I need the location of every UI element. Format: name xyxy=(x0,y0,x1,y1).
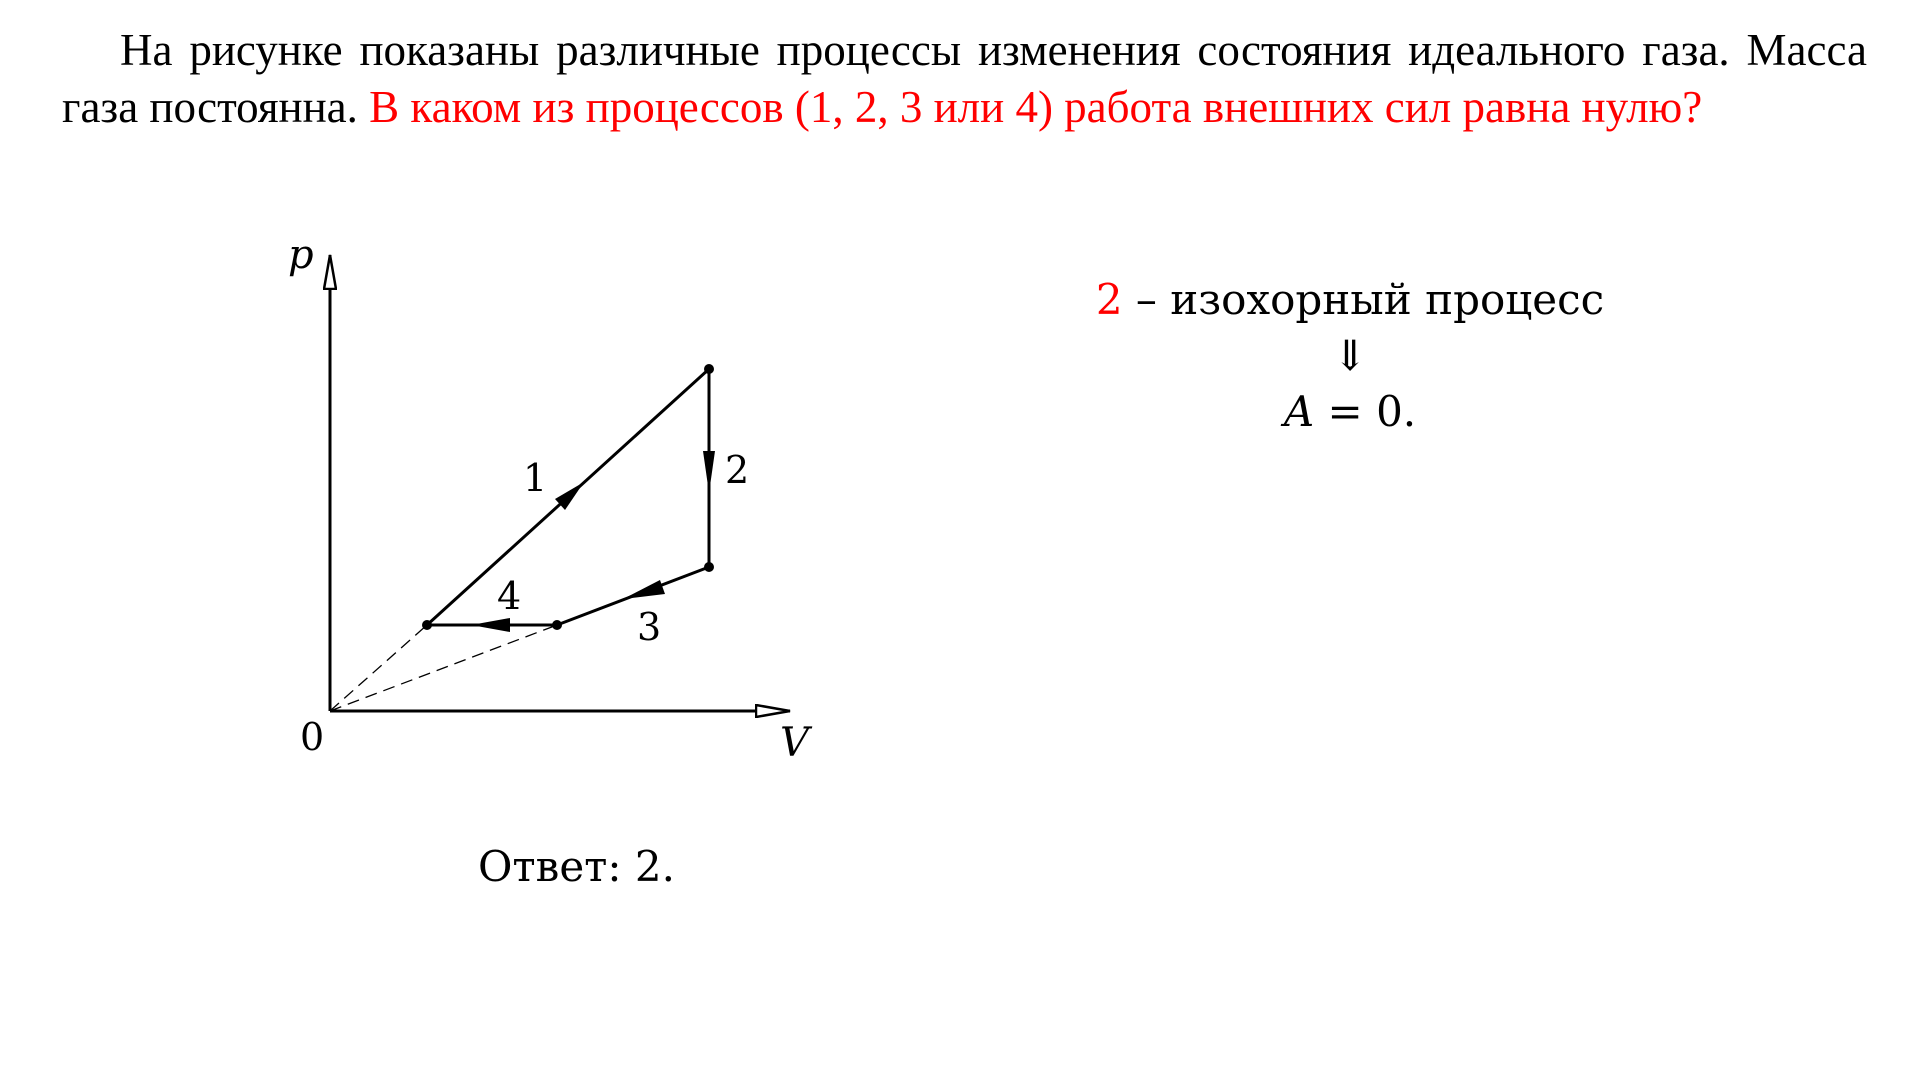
solution-process-number: 2 xyxy=(1095,275,1123,324)
process-2-label: 2 xyxy=(725,448,750,492)
implies-arrow-icon: ⇓ xyxy=(1332,331,1368,380)
solution-line-work xyxy=(1000,384,1700,440)
answer-line xyxy=(478,842,675,891)
dashed-guide-line-upper xyxy=(330,625,427,711)
answer-value: 2. xyxy=(634,842,675,891)
solution-block xyxy=(1000,272,1700,440)
process-1-label: 1 xyxy=(523,456,548,500)
process-4-arrow xyxy=(471,618,510,632)
process-3-arrow xyxy=(623,580,665,599)
problem-question-highlighted: В каком из процессов (1, 2, 3 или 4) работа внешних сил равна нулю? xyxy=(369,82,1703,132)
origin-label: 0 xyxy=(300,715,325,759)
problem-statement-text: На рисунке показаны различные процессы изменения состояния идеального газа. Масса газа постоянна. xyxy=(62,25,1867,132)
process-3-label: 3 xyxy=(637,605,662,649)
solution-line-process xyxy=(1000,272,1700,328)
p-axis-label: p xyxy=(288,232,314,278)
dashed-guide-line-lower xyxy=(330,625,557,711)
state-point-c xyxy=(704,562,714,572)
state-point-d xyxy=(552,620,562,630)
state-point-b xyxy=(704,364,714,374)
process-4-label: 4 xyxy=(497,574,522,618)
process-2-arrow xyxy=(703,451,715,493)
v-axis-label: V xyxy=(780,720,809,766)
answer-label: Ответ: xyxy=(478,842,622,891)
work-symbol: A xyxy=(1283,387,1315,436)
state-point-a xyxy=(422,620,432,630)
solution-process-description: – изохорный процесс xyxy=(1122,275,1605,324)
work-equation: = 0. xyxy=(1314,387,1417,436)
